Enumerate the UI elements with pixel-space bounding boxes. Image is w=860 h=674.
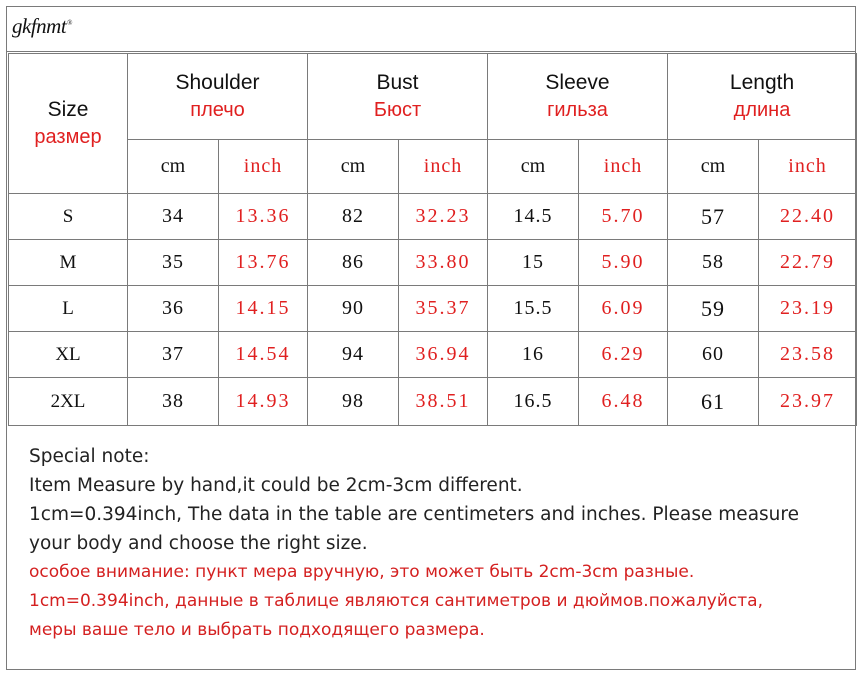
note-line-en: 1cm=0.394inch, The data in the table are centimeters and inches. Please measure [29,504,799,525]
bust-cm: 94 [308,332,399,378]
bust-header-en: Bust [376,70,419,94]
size-table [8,53,857,426]
sleeve-cm: 14.5 [488,194,579,240]
sleeve-header-cell [488,54,668,140]
bust-header-ru: Бюст [373,99,422,122]
length-cm: 57 [668,194,759,240]
table-row [9,240,857,286]
length-header-cell [668,54,857,140]
unit-cm: cm [308,140,399,194]
bust-inch: 32.23 [399,194,488,240]
special-note [8,425,856,670]
size-header-cell [9,54,128,194]
note-line-en: your body and choose the right size. [29,533,368,554]
shoulder-cm: 38 [128,378,219,426]
length-inch: 23.19 [759,286,857,332]
shoulder-inch: 14.93 [219,378,308,426]
brand-logo [12,14,72,39]
table-row [9,332,857,378]
unit-inch: inch [579,140,668,194]
length-inch: 22.40 [759,194,857,240]
sleeve-inch: 5.90 [579,240,668,286]
shoulder-cm: 34 [128,194,219,240]
group-header-row [9,54,857,140]
length-header-en: Length [729,70,795,94]
unit-cm: cm [668,140,759,194]
table-row [9,378,857,426]
note-line-ru: меры ваше тело и выбрать подходящего размера. [29,620,485,640]
size-label: M [9,240,128,286]
sleeve-header-en: Sleeve [545,70,610,94]
size-header-ru: размер [34,126,102,149]
note-line-en: Item Measure by hand,it could be 2cm-3cm different. [29,475,523,496]
sleeve-header-ru: гильза [547,99,608,122]
unit-header-row [9,140,857,194]
sleeve-cm: 15.5 [488,286,579,332]
length-inch: 22.79 [759,240,857,286]
shoulder-header-en: Shoulder [175,70,260,94]
sleeve-inch: 6.29 [579,332,668,378]
size-label: XL [9,332,128,378]
sleeve-cm: 15 [488,240,579,286]
length-cm: 59 [668,286,759,332]
bust-cm: 90 [308,286,399,332]
unit-inch: inch [219,140,308,194]
shoulder-inch: 14.54 [219,332,308,378]
size-label: S [9,194,128,240]
size-label: 2XL [9,378,128,426]
bust-inch: 36.94 [399,332,488,378]
sleeve-cm: 16.5 [488,378,579,426]
table-row [9,194,857,240]
bust-cm: 82 [308,194,399,240]
shoulder-header-cell [128,54,308,140]
unit-cm: cm [128,140,219,194]
note-line-ru: 1cm=0.394inch, данные в таблице являются сантиметров и дюймов.пожалуйста, [29,591,763,611]
shoulder-inch: 13.76 [219,240,308,286]
unit-inch: inch [399,140,488,194]
shoulder-header-ru: плечо [190,99,245,122]
note-line-en: Special note: [29,446,150,467]
sleeve-cm: 16 [488,332,579,378]
brand-name: gkfnmt [12,14,67,38]
registered-mark: ® [67,19,72,27]
bust-header-cell [308,54,488,140]
bust-cm: 98 [308,378,399,426]
unit-inch: inch [759,140,857,194]
bust-inch: 38.51 [399,378,488,426]
shoulder-inch: 13.36 [219,194,308,240]
size-header-en: Size [47,97,89,121]
note-line-ru: особое внимание: пункт мера вручную, это может быть 2cm-3cm разные. [29,562,695,582]
shoulder-inch: 14.15 [219,286,308,332]
size-label: L [9,286,128,332]
length-cm: 61 [668,378,759,426]
sleeve-inch: 6.09 [579,286,668,332]
divider [6,51,856,52]
length-inch: 23.58 [759,332,857,378]
length-inch: 23.97 [759,378,857,426]
bust-inch: 35.37 [399,286,488,332]
bust-cm: 86 [308,240,399,286]
length-header-ru: длина [733,99,791,122]
bust-inch: 33.80 [399,240,488,286]
shoulder-cm: 35 [128,240,219,286]
sleeve-inch: 6.48 [579,378,668,426]
shoulder-cm: 36 [128,286,219,332]
unit-cm: cm [488,140,579,194]
sleeve-inch: 5.70 [579,194,668,240]
length-cm: 58 [668,240,759,286]
table-row [9,286,857,332]
shoulder-cm: 37 [128,332,219,378]
length-cm: 60 [668,332,759,378]
